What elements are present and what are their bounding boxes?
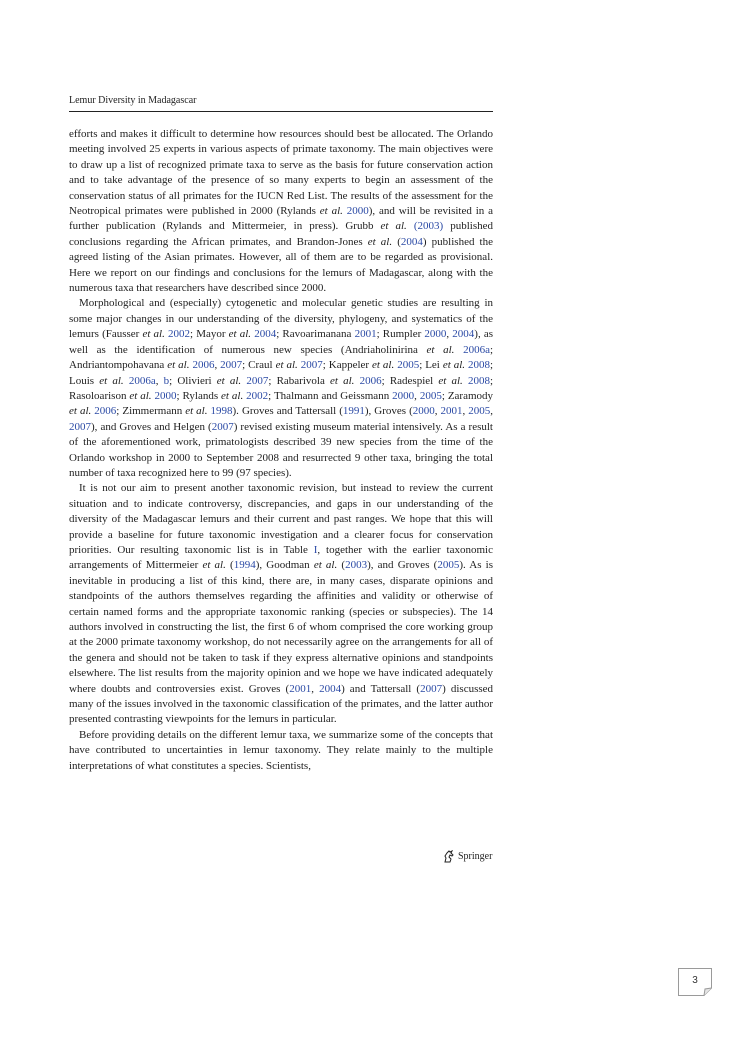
citation-link[interactable]: b (163, 374, 170, 387)
et-al: et al. (426, 343, 455, 356)
text: , (490, 405, 494, 418)
paragraph-4 (69, 728, 493, 774)
text: , (155, 374, 164, 387)
citation-link[interactable]: 2007 (211, 420, 234, 433)
paragraph-1 (69, 127, 493, 296)
citation-link[interactable]: 2006a (463, 343, 490, 356)
text: ), as well as the identification of numerous new species (Andriaholinirina (69, 328, 493, 356)
text (407, 220, 414, 232)
text: , together with the earlier taxonomic arrangements of Mittermeier (69, 543, 493, 572)
article-body (69, 127, 493, 774)
citation-link[interactable]: 2000 (412, 405, 435, 418)
et-al: et al. (99, 374, 124, 387)
text: ( (392, 235, 401, 248)
text: It is not our aim to present another taxonomic revision, but instead to review the current situation and to indicate controversy, discrepancies, and gaps in our understanding of the diversity of the Madagascar lemurs and their current and past ranges. We hope that this will provide a baseline for future taxonomic investigation and a clearer focus for conservation priorities. Our resulting taxonomic list is in Table (69, 482, 493, 556)
page-number: 3 (692, 975, 698, 986)
citation-link[interactable]: 2005 (468, 405, 491, 418)
citation-link[interactable]: 2005 (397, 359, 420, 372)
text: ; Craul (242, 359, 276, 372)
citation-link[interactable]: 2004 (254, 328, 277, 341)
et-al: et al. (221, 389, 244, 402)
text: ) published the agreed listing of the Asian primates. However, all of them are to be regarded as provisional. Here we report on our findings and conclusions for the lemurs of Madagascar, along with the numerous taxa that researchers have described since 2000. (69, 235, 493, 295)
citation-link[interactable]: 2004 (452, 328, 475, 341)
et-al: et al. (275, 359, 298, 372)
citation-link[interactable]: 2005 (437, 559, 460, 572)
citation-link[interactable]: 2001 (440, 405, 463, 418)
paragraph-2 (69, 296, 493, 481)
citation-link[interactable]: 2005 (419, 389, 442, 402)
citation-link[interactable]: 2006 (359, 374, 382, 387)
text: , (414, 389, 420, 402)
et-al: et al. (142, 328, 165, 341)
text: ), and Groves and Helgen ( (91, 420, 212, 433)
et-al: et al. (367, 235, 393, 248)
citation-link[interactable]: 2007 (246, 374, 269, 387)
text: , (446, 328, 453, 341)
citation-link[interactable]: 2007 (300, 359, 323, 372)
text: ; Rabarivola (268, 374, 330, 387)
text (454, 344, 463, 356)
et-al: et al. (185, 405, 208, 418)
citation-link[interactable]: 2000 (346, 205, 369, 218)
text: ; Radespiel (381, 374, 439, 387)
citation-link[interactable]: 2007 (220, 359, 243, 372)
et-al: et al. (69, 405, 92, 418)
header-rule (69, 111, 493, 112)
text: ; Ravoarimanana (276, 328, 355, 341)
et-al: et al. (330, 374, 355, 387)
citation-link[interactable]: 2003 (345, 559, 368, 572)
text: ), and will be revisited in a further publication (Rylands and Mittermeier, in press). Grubb (69, 205, 494, 233)
text: ). As is inevitable in producing a list of this kind, there are, in many cases, disparate opinions and standpoints of the authors themselves regarding the affinities and validity or otherwise of certain named forms and the appropriate taxonomic ranking (species or subspecies). The 14 authors involved in constructing the list, the first 6 of whom comprised the core working group at the 2000 primate taxonomy workshop, do not necessarily agree on the arrangements for all of the genera and should not be taken to task if they express alternative opinions and standpoints elsewhere. The list results from the majority opinion and we hope we have indicated adequately where doubts and controversies exist. Groves ( (69, 559, 494, 695)
text: ; Kappeler (322, 359, 373, 372)
citation-link[interactable]: 2008 (467, 359, 490, 372)
text: , (214, 359, 221, 372)
text: efforts and makes it difficult to determine how resources should best be allocated. The Orlando meeting involved 25 experts in various aspects of primate taxonomy. The main objectives were to draw up a list of recognized primate taxa to serve as the basis for future conservation action and to take advantage of the presence of so many experts to begin an assessment of the conservation status of all primates for the IUCN Red List. The results of the assessment for the Neotropical primates were published in 2000 (Rylands (69, 128, 493, 218)
citation-link[interactable]: 2006 (94, 405, 117, 418)
text: ; Andriantompohavana (69, 343, 494, 372)
citation-link[interactable]: 2000 (424, 328, 447, 341)
citation-link[interactable]: 1994 (233, 559, 256, 572)
et-al: et al. (380, 220, 407, 233)
et-al: et al. (129, 389, 152, 402)
citation-link[interactable]: 2008 (467, 374, 490, 387)
et-al: et al. (167, 359, 190, 372)
text: ). Groves and Tattersall ( (232, 405, 343, 418)
et-al: et al. (438, 374, 463, 387)
et-al: et al. (372, 359, 395, 372)
text: ; Zimmermann (116, 405, 186, 418)
citation-link[interactable]: 2007 (420, 682, 443, 695)
citation-link[interactable]: 2001 (289, 682, 312, 695)
text: ; Mayor (190, 328, 229, 341)
et-al: et al. (313, 559, 338, 572)
et-al: et al. (442, 359, 466, 372)
citation-link[interactable]: 2006 (192, 359, 215, 372)
text: , (311, 682, 320, 695)
page-number-badge (678, 968, 712, 996)
text: ( (337, 559, 346, 572)
citation-link[interactable]: 2004 (319, 682, 342, 695)
et-al: et al. (216, 374, 242, 387)
citation-link[interactable]: 2002 (168, 328, 191, 341)
citation-link[interactable]: 2000 (392, 389, 415, 402)
text: ) and Tattersall ( (341, 682, 421, 695)
text: ), Goodman (255, 559, 314, 572)
text: ; Rylands (176, 389, 222, 402)
citation-link[interactable]: 2001 (354, 328, 377, 341)
et-al: et al. (202, 559, 226, 572)
citation-link[interactable]: 2000 (154, 389, 177, 402)
citation-link[interactable]: 2007 (69, 420, 91, 433)
text: ; Louis (69, 359, 494, 387)
paragraph-3 (69, 481, 493, 728)
citation-link[interactable]: (2003) (413, 220, 444, 233)
text: ( (225, 559, 234, 572)
citation-link[interactable]: 2006a (128, 374, 156, 387)
text: published conclusions regarding the African primates, and Brandon-Jones (69, 220, 494, 248)
text: ; Olivieri (169, 374, 217, 387)
text: ), and Groves ( (367, 559, 438, 572)
et-al: et al. (228, 328, 252, 341)
publisher-name: Springer (458, 850, 493, 862)
text: Before providing details on the different lemur taxa, we summarize some of the concepts that have contributed to uncertainties in lemur taxonomy. They relate mainly to the multiple interpretations of what constitutes a species. Scientists, (69, 728, 493, 772)
publisher-logo (443, 849, 492, 863)
text: , (462, 405, 469, 418)
running-head: Lemur Diversity in Madagascar (69, 95, 197, 106)
citation-link[interactable]: 1991 (342, 405, 365, 418)
et-al: et al. (319, 205, 343, 218)
citation-link[interactable]: 2004 (400, 235, 423, 248)
text: ; Zaramody (441, 389, 494, 402)
citation-link[interactable]: 2002 (246, 389, 269, 402)
text: , (434, 405, 441, 418)
text: ; Lei (419, 359, 443, 372)
text: ) discussed many of the issues involved in the taxonomic classification of the primates, and the latter author presented contrasting viewpoints for the lemurs in particular. (69, 682, 494, 726)
text: ) revised existing museum material intensively. As a result of the aforementioned work, primatologists described 39 new species from the time of the Orlando workshop in 2000 to September 2008 and resurrected 9 other taxa, bringing the total number of taxa recognized here to 99 (97 species). (69, 420, 493, 479)
text: ; Rumpler (376, 328, 425, 341)
text: ; Thalmann and Geissmann (268, 389, 393, 402)
table-link[interactable]: I (313, 543, 318, 556)
text: Morphological and (especially) cytogenetic and molecular genetic studies are resulting in some major changes in our understanding of the diversity, phylogeny, and systematics of the lemurs (Fausser (69, 297, 493, 341)
springer-horse-icon (443, 850, 455, 863)
text: ; Rasoloarison (69, 374, 494, 402)
text: ), Groves ( (364, 405, 413, 418)
citation-link[interactable]: 1998 (210, 405, 233, 418)
